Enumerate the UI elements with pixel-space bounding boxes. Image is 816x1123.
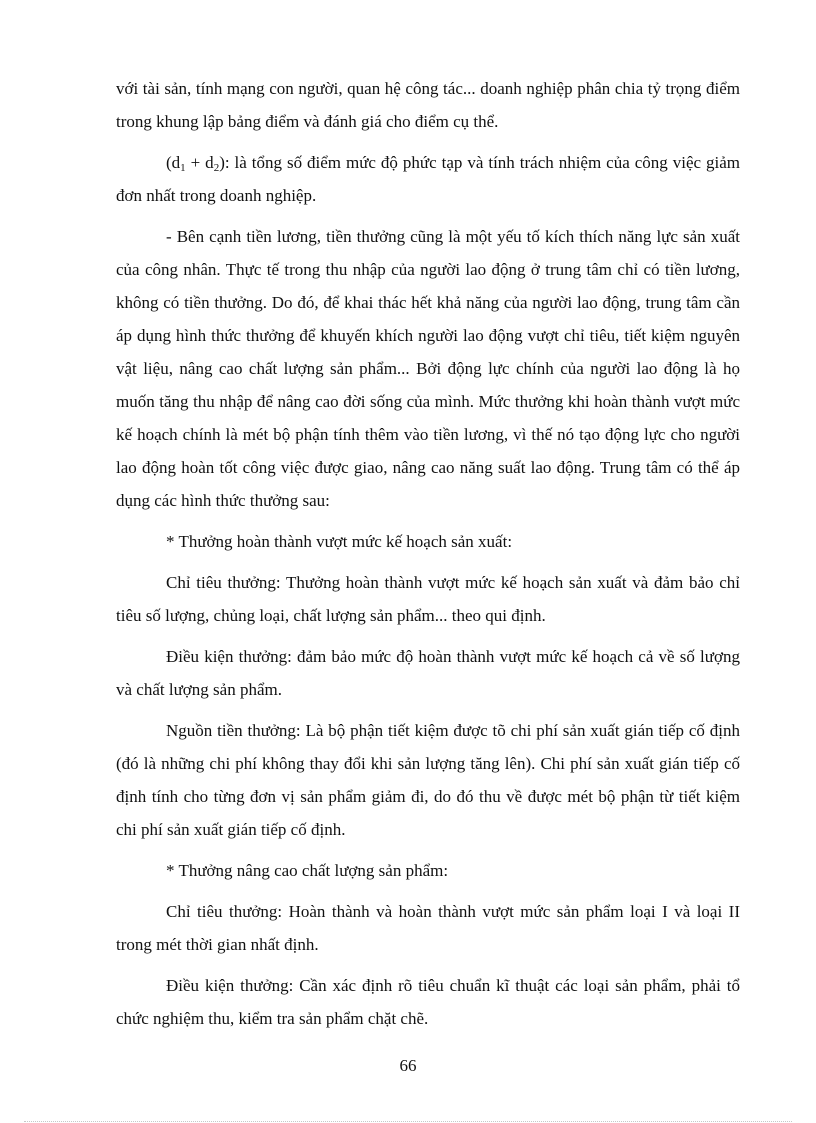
paragraph: Chỉ tiêu thưởng: Hoàn thành và hoàn thành vượt mức sản phẩm loại I và loại II trong mét thời gian nhất định.	[116, 902, 740, 954]
paragraph: với tài sản, tính mạng con người, quan hệ công tác... doanh nghiệp phân chia tỷ trọng điểm trong khung lập bảng điểm và đánh giá cho điểm cụ thể.	[116, 79, 740, 131]
page-body	[116, 72, 740, 1043]
formula-open: (d	[166, 153, 181, 172]
paragraph: Nguồn tiền thưởng: Là bộ phận tiết kiệm được tõ chi phí sản xuất gián tiếp cố định (đó là những chi phí không thay đổi khi sản lượng tăng lên). Chi phí sản xuất gián tiếp cố định tính cho từng đơn vị sản phẩm giảm đi, do đó thu về được mét bộ phận từ tiết kiệm chi phí sản xuất gián tiếp cố định.	[116, 721, 740, 839]
paragraph: - Bên cạnh tiền lương, tiền thưởng cũng là một yếu tố kích thích năng lực sản xuất của công nhân. Thực tế trong thu nhập của người lao động ở trung tâm chỉ có tiền lương, không có tiền thưởng. Do đó, để khai thác hết khả năng của người lao động, trung tâm cần áp dụng hình thức thưởng để khuyến khích người lao động vượt chỉ tiêu, tiết kiệm nguyên vật liệu, nâng cao chất lượng sản phẩm... Bởi động lực chính của người lao động là họ muốn tăng thu nhập để nâng cao đời sống của mình. Mức thưởng khi hoàn thành vượt mức kế hoạch chính là mét bộ phận tính thêm vào tiền lương, vì thế nó tạo động lực cho người lao động hoàn tốt công việc được giao, nâng cao năng suất lao động. Trung tâm có thể áp dụng các hình thức thưởng sau:	[116, 227, 740, 510]
formula-plus: + d	[185, 153, 214, 172]
paragraph: Điều kiện thưởng: đảm bảo mức độ hoàn thành vượt mức kế hoạch cả về số lượng và chất lượng sản phẩm.	[116, 647, 740, 699]
formula-rest: ): là tổng số điểm mức độ phức tạp và tính trách nhiệm của công việc giảm đơn nhất trong doanh nghiệp.	[116, 153, 740, 205]
subscript-1: 1	[180, 162, 186, 174]
page-bottom-divider	[24, 1121, 792, 1122]
section-heading: * Thưởng hoàn thành vượt mức kế hoạch sản xuất:	[166, 532, 513, 551]
paragraph: Điều kiện thưởng: Cần xác định rõ tiêu chuẩn kĩ thuật các loại sản phẩm, phải tổ chức nghiệm thu, kiểm tra sản phẩm chặt chẽ.	[116, 976, 740, 1028]
page-number: 66	[399, 1056, 417, 1075]
formula-paragraph	[116, 146, 740, 212]
section-heading: * Thưởng nâng cao chất lượng sản phẩm:	[166, 861, 449, 880]
subscript-2: 2	[213, 162, 220, 174]
paragraph: Chỉ tiêu thưởng: Thưởng hoàn thành vượt mức kế hoạch sản xuất và đảm bảo chỉ tiêu số lượng, chủng loại, chất lượng sản phẩm... theo qui định.	[116, 573, 740, 625]
